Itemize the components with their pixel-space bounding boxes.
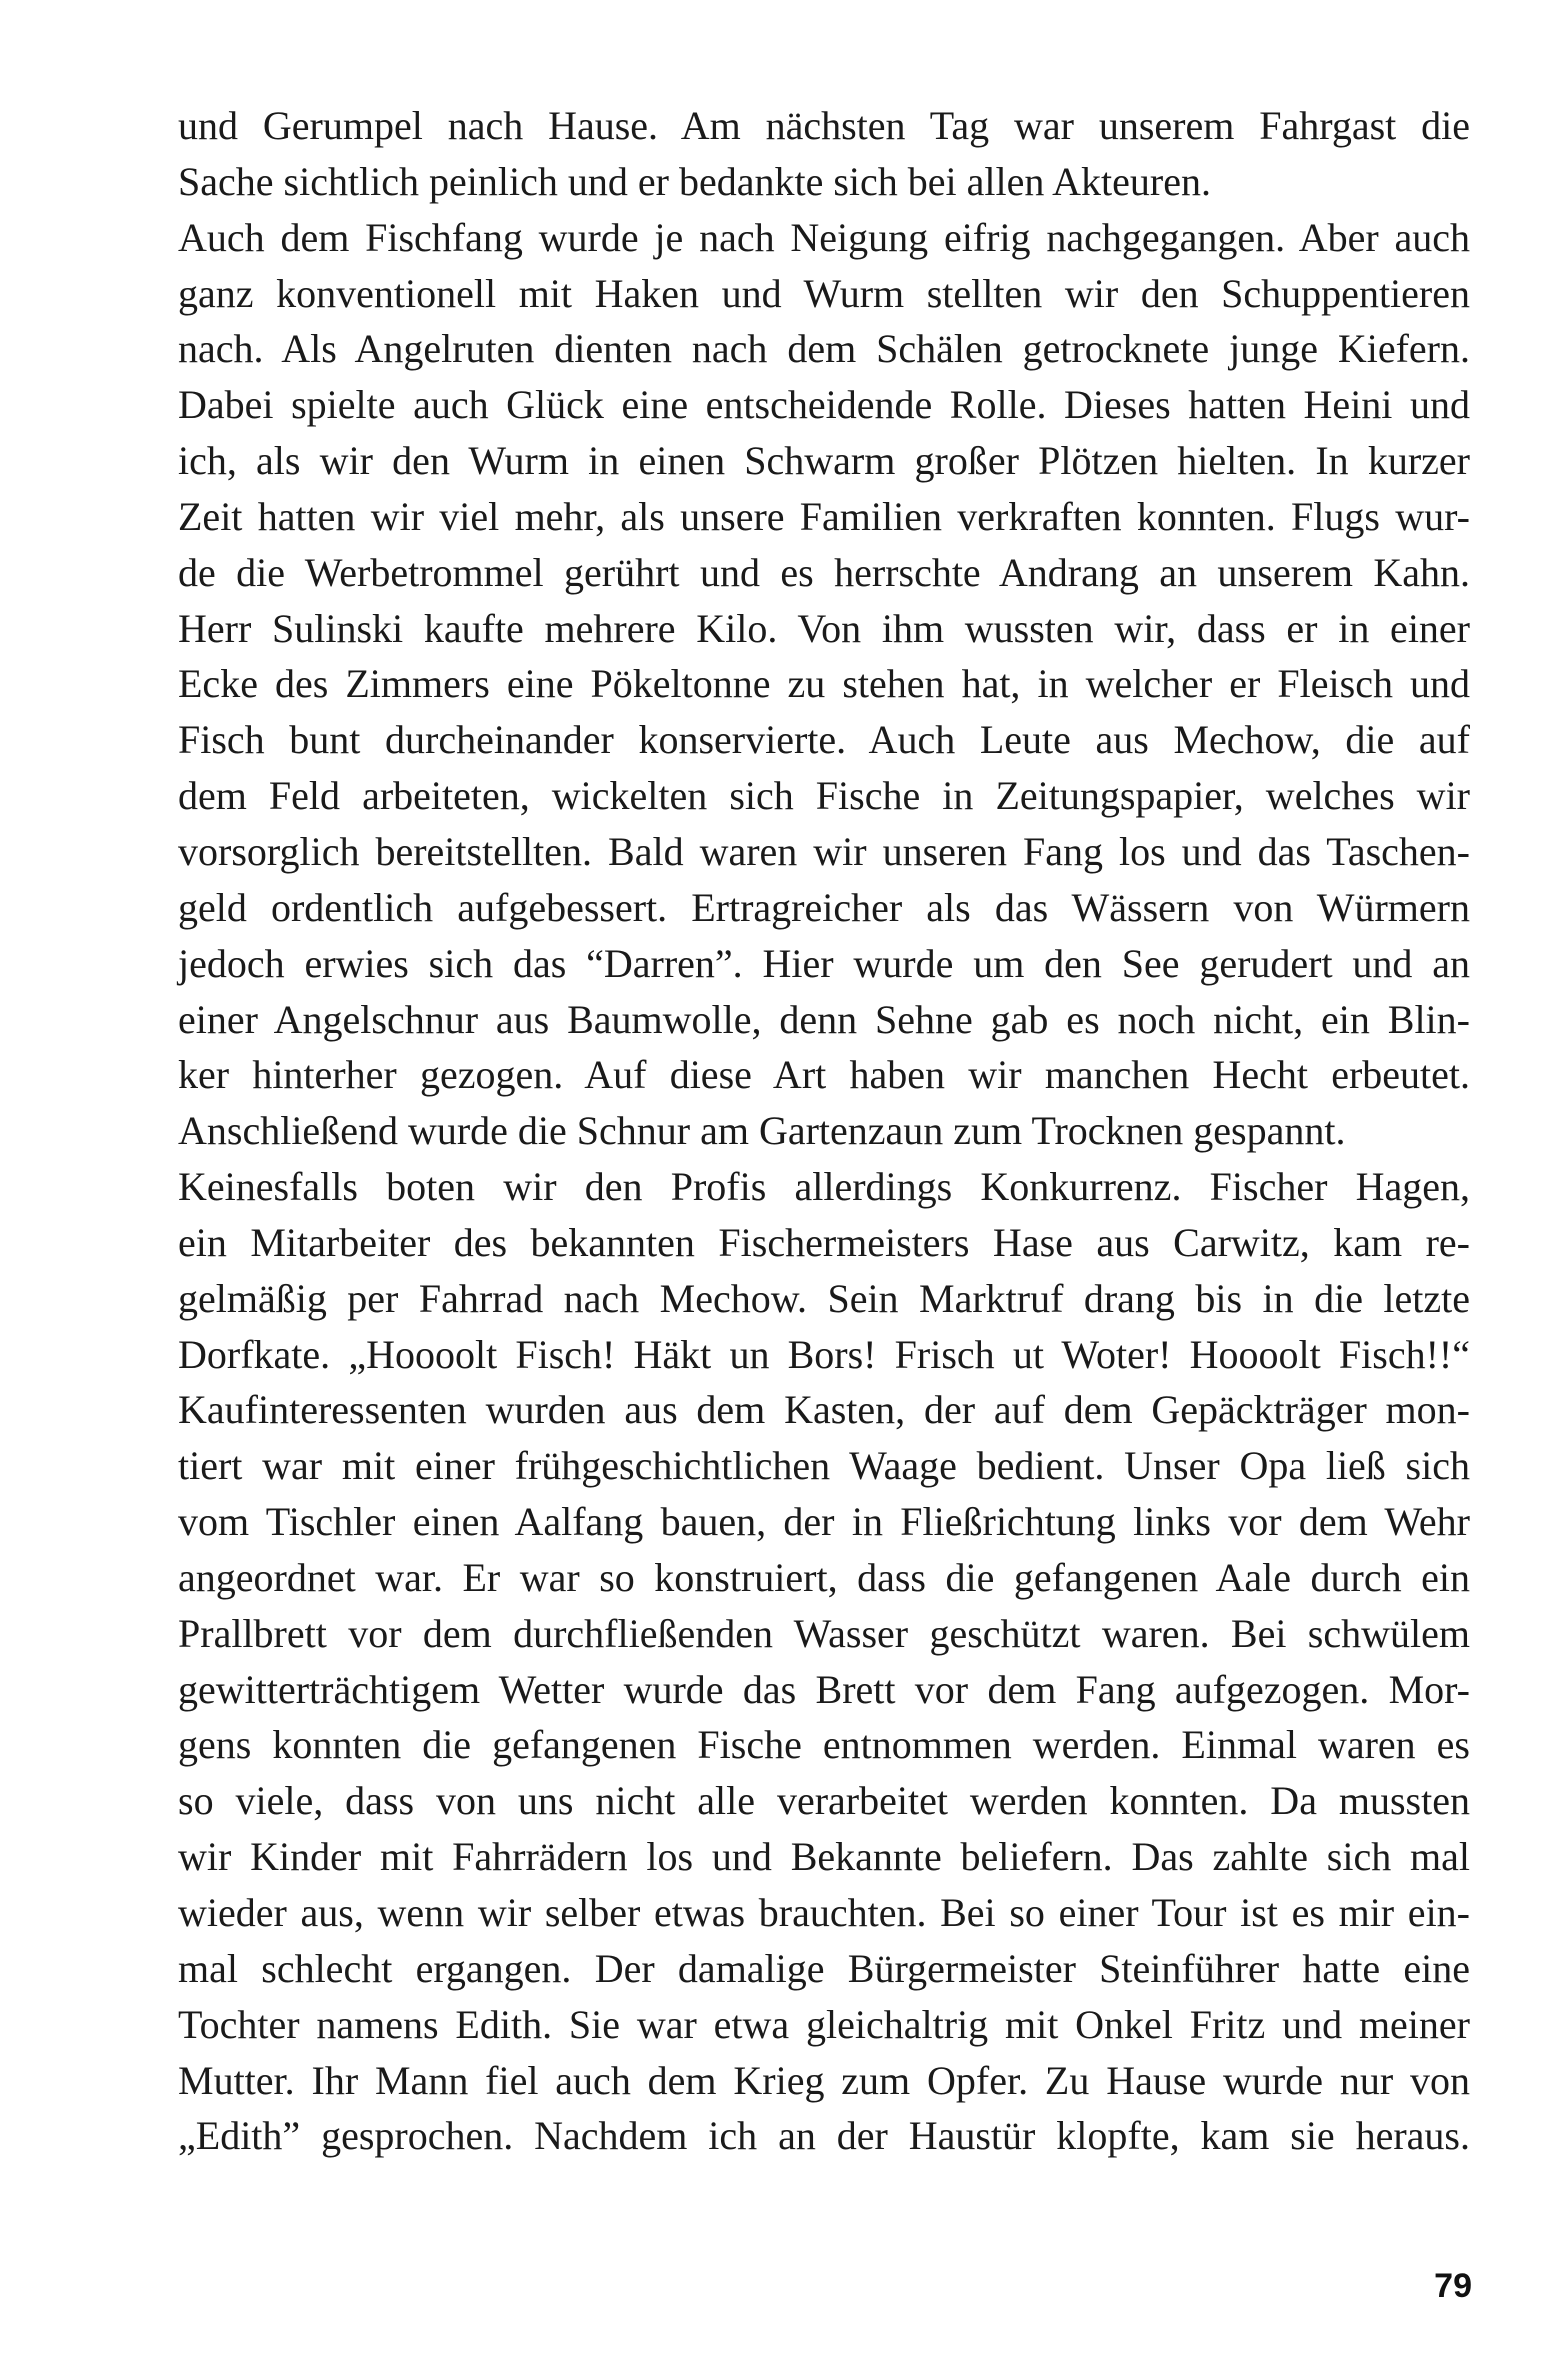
text-line: jedoch erwies sich das “Darren”. Hier wurde um den See gerudert und an (178, 940, 1470, 986)
text-line: ich, als wir den Wurm in einen Schwarm großer Plötzen hielten. In kurzer (178, 438, 1470, 484)
page-number: 79 (1434, 2267, 1472, 2305)
text-line: wieder aus, wenn wir selber etwas brauchten. Bei so einer Tour ist es mir ein- (178, 1890, 1470, 1935)
text-line: Tochter namens Edith. Sie war etwa gleichaltrig mit Onkel Fritz und meiner (178, 2001, 1470, 2047)
text-line: Prallbrett vor dem durchfließenden Wasser geschützt waren. Bei schwülem (178, 1610, 1470, 1656)
text-line: „Edith” gesprochen. Nachdem ich an der Haustür klopfte, kam sie heraus. (178, 2113, 1470, 2159)
text-line: einer Angelschnur aus Baumwolle, denn Sehne gab es noch nicht, ein Blin- (178, 996, 1470, 1042)
text-line: Mutter. Ihr Mann fiel auch dem Krieg zum Opfer. Zu Hause wurde nur von (178, 2057, 1470, 2103)
text-line: wir Kinder mit Fahrrädern los und Bekannte beliefern. Das zahlte sich mal (178, 1834, 1470, 1880)
text-line: Kaufinteressenten wurden aus dem Kasten, der auf dem Gepäckträger mon- (178, 1387, 1470, 1433)
text-line: ker hinterher gezogen. Auf diese Art haben wir manchen Hecht erbeutet. (178, 1052, 1470, 1098)
text-line: ein Mitarbeiter des bekannten Fischermeisters Hase aus Carwitz, kam re- (178, 1219, 1470, 1265)
text-line: gewitterträchtigem Wetter wurde das Brett vor dem Fang aufgezogen. Mor- (178, 1666, 1470, 1712)
text-line: ganz konventionell mit Haken und Wurm stellten wir den Schuppentieren (178, 270, 1470, 316)
text-line: so viele, dass von uns nicht alle verarbeitet werden konnten. Da mussten (178, 1778, 1470, 1824)
text-line: nach. Als Angelruten dienten nach dem Schälen getrocknete junge Kiefern. (178, 326, 1470, 372)
text-line: de die Werbetrommel gerührt und es herrschte Andrang an unserem Kahn. (178, 549, 1470, 595)
text-line: Anschließend wurde die Schnur am Gartenzaun zum Trocknen gespannt. (178, 1108, 1346, 1154)
text-line: Sache sichtlich peinlich und er bedankte sich bei allen Akteuren. (178, 158, 1211, 204)
text-line: gelmäßig per Fahrrad nach Mechow. Sein Marktruf drang bis in die letzte (178, 1275, 1470, 1321)
text-line: Ecke des Zimmers eine Pökeltonne zu stehen hat, in welcher er Fleisch und (178, 661, 1470, 707)
text-line: Herr Sulinski kaufte mehrere Kilo. Von ihm wussten wir, dass er in einer (178, 605, 1470, 651)
text-line: dem Feld arbeiteten, wickelten sich Fische in Zeitungspapier, welches wir (178, 773, 1470, 819)
text-line: angeordnet war. Er war so konstruiert, dass die gefangenen Aale durch ein (178, 1554, 1470, 1600)
text-line: Auch dem Fischfang wurde je nach Neigung eifrig nachgegangen. Aber auch (178, 214, 1470, 260)
text-line: tiert war mit einer frühgeschichtlichen Waage bedient. Unser Opa ließ sich (178, 1443, 1470, 1489)
body-text (178, 98, 1470, 2164)
text-line: vom Tischler einen Aalfang bauen, der in Fließrichtung links vor dem Wehr (178, 1499, 1470, 1545)
text-line: Dabei spielte auch Glück eine entscheidende Rolle. Dieses hatten Heini und (178, 382, 1470, 428)
text-line: gens konnten die gefangenen Fische entnommen werden. Einmal waren es (178, 1722, 1470, 1768)
text-line: Dorfkate. „Hoooolt Fisch! Häkt un Bors! Frisch ut Woter! Hoooolt Fisch!!“ (178, 1331, 1470, 1377)
text-line: Keinesfalls boten wir den Profis allerdings Konkurrenz. Fischer Hagen, (178, 1164, 1470, 1210)
text-line: vorsorglich bereitstellten. Bald waren wir unseren Fang los und das Taschen- (178, 828, 1470, 874)
text-line: geld ordentlich aufgebessert. Ertragreicher als das Wässern von Würmern (178, 884, 1470, 930)
text-line: mal schlecht ergangen. Der damalige Bürgermeister Steinführer hatte eine (178, 1945, 1470, 1991)
text-line: Fisch bunt durcheinander konservierte. Auch Leute aus Mechow, die auf (178, 717, 1470, 763)
text-line: und Gerumpel nach Hause. Am nächsten Tag war unserem Fahrgast die (178, 103, 1470, 148)
text-line: Zeit hatten wir viel mehr, als unsere Familien verkraften konnten. Flugs wur- (178, 493, 1470, 539)
